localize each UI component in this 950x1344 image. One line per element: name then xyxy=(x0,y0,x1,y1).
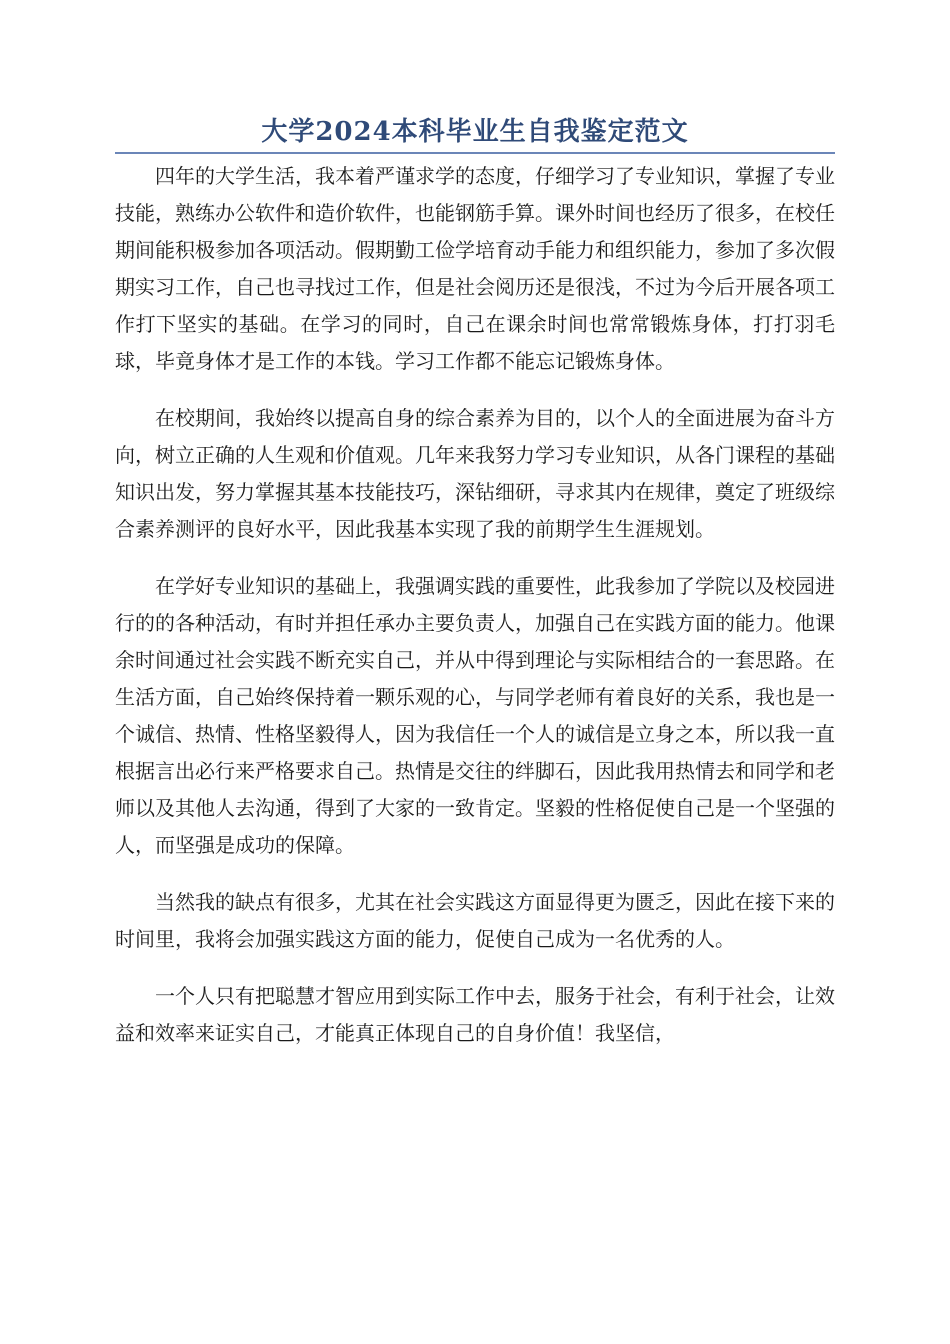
title-underline xyxy=(115,152,835,154)
paragraph-1: 四年的大学生活，我本着严谨求学的态度，仔细学习了专业知识，掌握了专业技能，熟练办公软件和造价软件，也能钢筋手算。课外时间也经历了很多，在校任期间能积极参加各项活动。假期勤工俭学培育动手能力和组织能力，参加了多次假期实习工作，自己也寻找过工作，但是社会阅历还是很浅，不过为今后开展各项工作打下坚实的基础。在学习的同时，自己在课余时间也常常锻炼身体，打打羽毛球，毕竟身体才是工作的本钱。学习工作都不能忘记锻炼身体。 xyxy=(115,164,835,373)
document-body xyxy=(115,158,835,1052)
paragraph-4: 当然我的缺点有很多，尤其在社会实践这方面显得更为匮乏，因此在接下来的时间里，我将会加强实践这方面的能力，促使自己成为一名优秀的人。 xyxy=(115,890,835,951)
document-title: 大学2024本科毕业生自我鉴定范文 xyxy=(261,117,689,147)
paragraph-5: 一个人只有把聪慧才智应用到实际工作中去，服务于社会，有利于社会，让效益和效率来证实自己，才能真正体现自己的自身价值！我坚信， xyxy=(115,984,835,1045)
document-page xyxy=(115,112,835,1072)
paragraph-3: 在学好专业知识的基础上，我强调实践的重要性，此我参加了学院以及校园进行的的各种活动，有时并担任承办主要负责人，加强自己在实践方面的能力。他课余时间通过社会实践不断充实自己，并从中得到理论与实际相结合的一套思路。在生活方面，自己始终保持着一颗乐观的心，与同学老师有着良好的关系，我也是一个诚信、热情、性格坚毅得人，因为我信任一个人的诚信是立身之本，所以我一直根据言出必行来严格要求自己。热情是交往的绊脚石，因此我用热情去和同学和老师以及其他人去沟通，得到了大家的一致肯定。坚毅的性格促使自己是一个坚强的人，而坚强是成功的保障。 xyxy=(115,574,835,857)
paragraph-2: 在校期间，我始终以提高自身的综合素养为目的，以个人的全面进展为奋斗方向，树立正确的人生观和价值观。几年来我努力学习专业知识，从各门课程的基础知识出发，努力掌握其基本技能技巧，深钻细研，寻求其内在规律，奠定了班级综合素养测评的良好水平，因此我基本实现了我的前期学生生涯规划。 xyxy=(115,406,835,541)
